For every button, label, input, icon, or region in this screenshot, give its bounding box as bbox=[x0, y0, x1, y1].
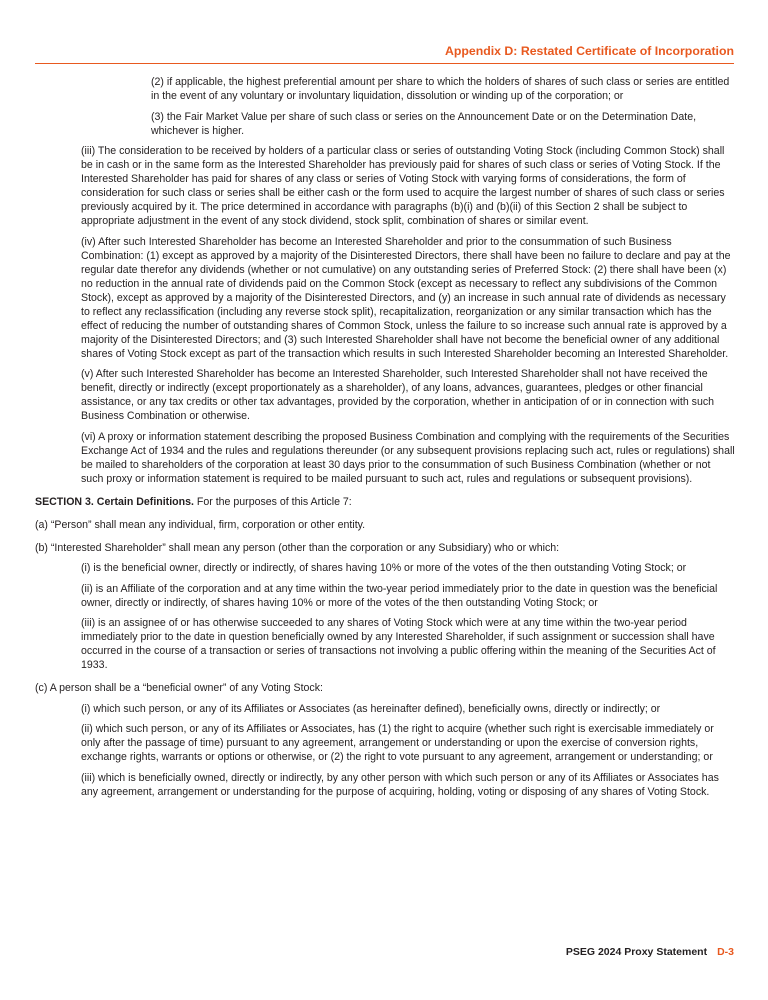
paragraph: (i) which such person, or any of its Affiliates or Associates (as hereinafter defined), beneficially owns, directly or indirectly; or bbox=[81, 702, 661, 715]
paragraph: (i) is the beneficial owner, directly or indirectly, of shares having 10% or more of the votes of the then outstanding Voting Stock; or bbox=[81, 562, 687, 574]
paragraph: (ii) is an Affiliate of the corporation and at any time within the two-year period immediately prior to the date in question was the beneficial owner, directly or indirectly, of shares having 10% or more of the votes of the then outstanding Voting Stock; or bbox=[81, 582, 718, 609]
paragraph: (ii) which such person, or any of its Affiliates or Associates, has (1) the right to acquire (whether such right is exercisable immediately or only after the passage of time) pursuant to any agreement, arrangement or understanding or upon the exercise of conversion rights, exchange rights, warrants or options or otherwise, or (2) the right to vote pursuant to any agreement, arrangement or understanding; or bbox=[81, 723, 714, 763]
paragraph: (vi) A proxy or information statement describing the proposed Business Combination and complying with the requirements of the Securities Exchange Act of 1934 and the rules and regulations thereunder (or any subsequent provisions replacing such act, rules or regulations) shall be mailed to shareholders of the corporation at least 30 days prior to the consummation of such Business Combination (whether or not such proxy or information statement is required to be mailed pursuant to such act, rules and regulations or subsequent provisions). bbox=[81, 430, 735, 485]
document-body bbox=[35, 75, 735, 805]
paragraph: (iv) After such Interested Shareholder has become an Interested Shareholder and prior to the consummation of such Business Combination: (1) except as approved by a majority of the Disinterested Directors, there shall have been no failure to declare and pay at the regular date therefor any dividends (whether or not cumulative) on any outstanding series of Preferred Stock: (2) there shall have been (x) no reduction in the annual rate of dividends paid on the Common Stock (except as necessary to reflect any subdivisions of the Common Stock), except as approved by a majority of the Disinterested Directors, and (y) an increase in such annual rate of dividends as necessary to reflect any reclassification (including any reverse stock split), recapitalization, reorganization or any similar transaction which has the effect of reducing the number of outstanding shares of Common Stock, unless the failure to so increase such annual rate is approved by a majority of the Disinterested Directors; and (3) such Interested Shareholder shall have not become the beneficial owner of any additional shares of Voting Stock except as part of the transaction which results in such Interested Shareholder becoming an Interested Shareholder. bbox=[81, 235, 731, 360]
paragraph: (iii) is an assignee of or has otherwise succeeded to any shares of Voting Stock which were at any time within the two-year period immediately prior to the date in question beneficially owned by any Interested Shareholder, if such assignment or succession shall have occurred in the course of a transaction or series of transactions not involving a public offering within the meaning of the Securities Act of 1933. bbox=[81, 617, 716, 671]
paragraph: (3) the Fair Market Value per share of such class or series on the Announcement Date or on the Determination Date, whichever is higher. bbox=[151, 110, 697, 137]
definition-paragraph: (a) “Person” shall mean any individual, firm, corporation or other entity. bbox=[35, 518, 366, 531]
definition-paragraph: (c) A person shall be a “beneficial owner” of any Voting Stock: bbox=[35, 682, 323, 694]
header-divider bbox=[35, 63, 734, 64]
paragraph: (iii) which is beneficially owned, directly or indirectly, by any other person with which such person or any of its Affiliates or Associates has any agreement, arrangement or understanding for the purpose of acquiring, holding, voting or disposing of any shares of Voting Stock. bbox=[81, 771, 719, 798]
section-intro: For the purposes of this Article 7: bbox=[193, 495, 352, 508]
section-title: SECTION 3. Certain Definitions. bbox=[35, 495, 194, 508]
footer-doc-title: PSEG 2024 Proxy Statement bbox=[565, 946, 708, 958]
paragraph: (2) if applicable, the highest preferential amount per share to which the holders of shares of such class or series are entitled in the event of any voluntary or involuntary liquidation, dissolution or winding up of the corporation; or bbox=[151, 76, 730, 102]
definition-paragraph: (b) “Interested Shareholder” shall mean any person (other than the corporation or any Subsidiary) who or which: bbox=[35, 541, 560, 554]
section-heading bbox=[35, 495, 735, 509]
paragraph: (v) After such Interested Shareholder has become an Interested Shareholder, such Interested Shareholder shall not have received the benefit, directly or indirectly (except proportionately as a shareholder), of any loans, advances, guarantees, pledges or other financial assistance, or any tax credits or other tax advantages, provided by the corporation, whether in anticipation of or in connection with such Business Combination or otherwise. bbox=[81, 368, 715, 422]
paragraph: (iii) The consideration to be received by holders of a particular class or series of outstanding Voting Stock (including Common Stock) shall be in cash or in the same form as the Interested Shareholder has previously paid for shares of such class or series of Voting Stock. If the Interested Shareholder has paid for shares of any class or series of Voting Stock with varying forms of considerations, the form of consideration for such class or series shall be either cash or the form used to acquire the largest number of shares of such class or series previously acquired by it. The price determined in accordance with paragraphs (b)(i) and (b)(ii) of this Section 2 shall be subject to appropriate adjustment in the event of any stock dividend, stock split, combination of shares or similar event. bbox=[81, 145, 725, 227]
page-number: D-3 bbox=[717, 946, 734, 958]
page-header: Appendix D: Restated Certificate of Incorporation bbox=[444, 44, 734, 58]
page-footer bbox=[35, 946, 734, 958]
